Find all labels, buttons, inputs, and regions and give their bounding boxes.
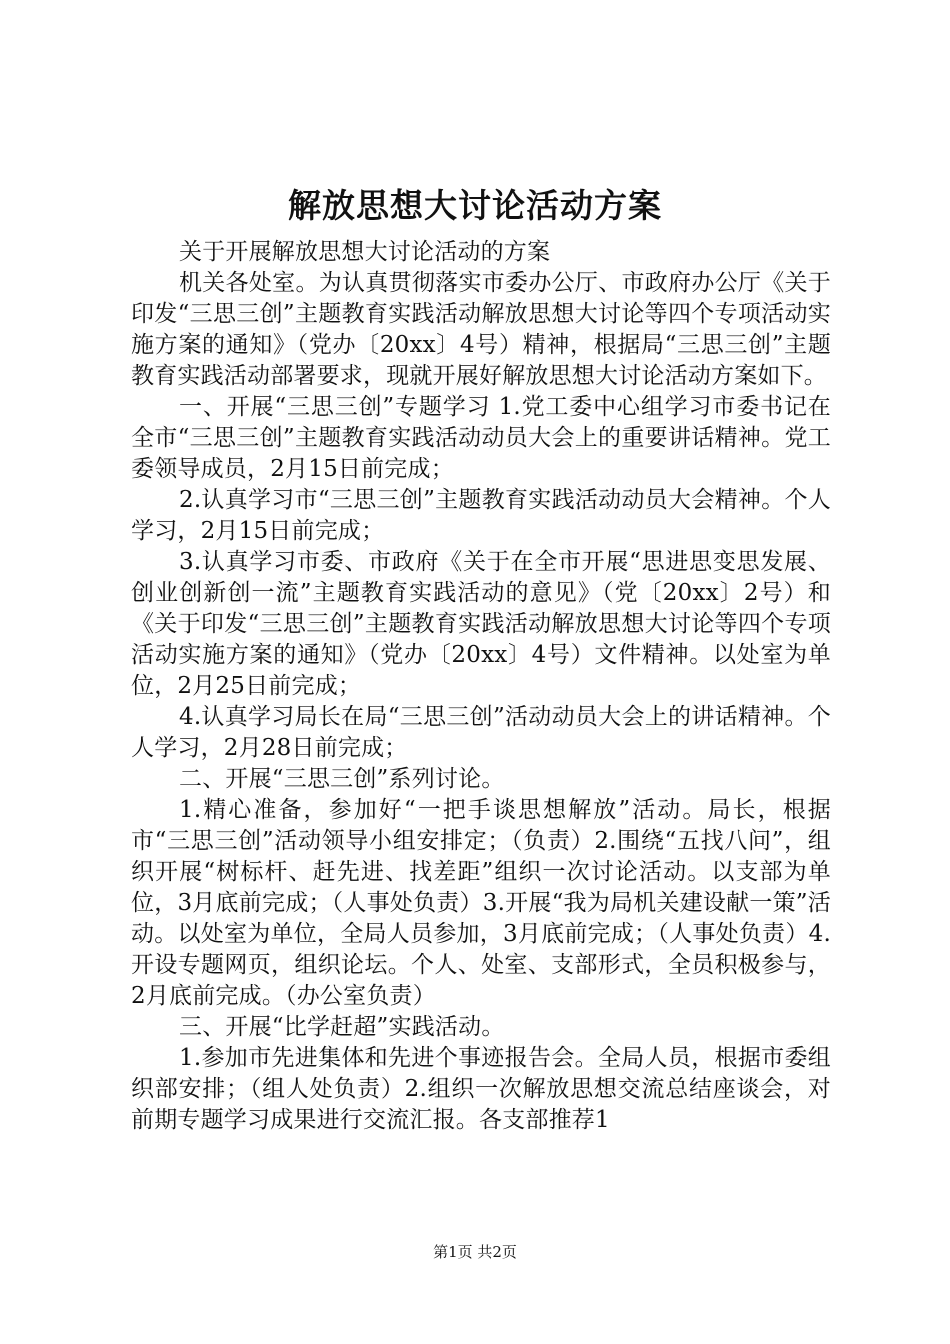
paragraph: 3.认真学习市委、市政府《关于在全市开展“思进思变思发展、创业创新创一流”主题教育实践活动的意见》（党〔20xx〕2号）和《关于印发“三思三创”主题教育实践活动解放思想大讨论等四个专项活动实施方案的通知》（党办〔20xx〕4号）文件精神。以处室为单位，2月25日前完成； (131, 549, 831, 699)
document-title: 解放思想大讨论活动方案 (288, 186, 662, 225)
paragraph: 4.认真学习局长在局“三思三创”活动动员大会上的讲话精神。个人学习，2月28日前完成； (131, 704, 831, 761)
paragraph: 1.参加市先进集体和先进个事迹报告会。全局人员，根据市委组织部安排；（组人处负责）2.组织一次解放思想交流总结座谈会，对前期专题学习成果进行交流汇报。各支部推荐1 (131, 1045, 831, 1133)
paragraph: 机关各处室。为认真贯彻落实市委办公厅、市政府办公厅《关于印发“三思三创”主题教育实践活动解放思想大讨论等四个专项活动实施方案的通知》（党办〔20xx〕4号）精神，根据局“三思三创”主题教育实践活动部署要求，现就开展好解放思想大讨论活动方案如下。 (131, 270, 831, 389)
paragraph: 三、开展“比学赶超”实践活动。 (179, 1014, 505, 1040)
paragraph: 一、开展“三思三创”专题学习 1.党工委中心组学习市委书记在全市“三思三创”主题教育实践活动动员大会上的重要讲话精神。党工委领导成员，2月15日前完成； (131, 394, 831, 482)
paragraph: 关于开展解放思想大讨论活动的方案 (179, 239, 551, 265)
page-number-footer: 第1页 共2页 (433, 1243, 517, 1261)
paragraph: 1.精心准备，参加好“一把手谈思想解放”活动。局长，根据市“三思三创”活动领导小组安排定；（负责）2.围绕“五找八问”，组织开展“树标杆、赶先进、找差距”组织一次讨论活动。以支部为单位，3月底前完成；（人事处负责）3.开展“我为局机关建设献一策”活动。以处室为单位，全局人员参加，3月底前完成；（人事处负责）4.开设专题网页，组织论坛。个人、处室、支部形式，全员积极参与，2月底前完成。（办公室负责） (131, 797, 831, 1009)
paragraph: 2.认真学习市“三思三创”主题教育实践活动动员大会精神。个人学习，2月15日前完成； (131, 487, 831, 544)
document-body (131, 237, 831, 1136)
paragraph: 二、开展“三思三创”系列讨论。 (179, 766, 505, 792)
